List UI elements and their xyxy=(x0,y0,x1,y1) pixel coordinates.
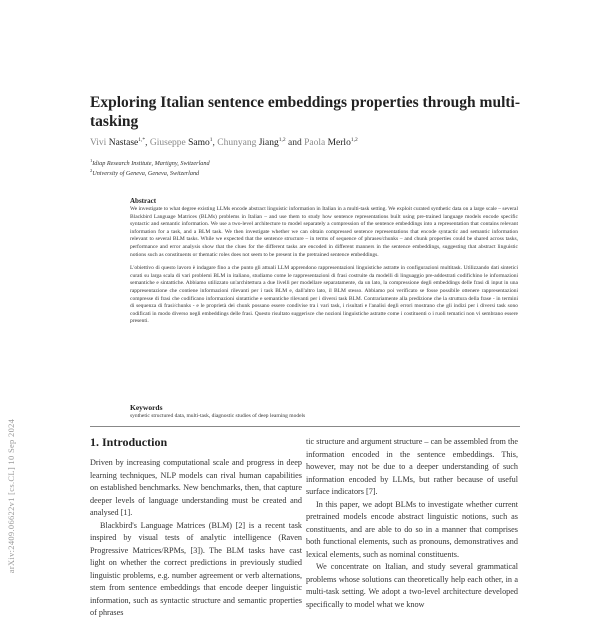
abstract-italian: L'obiettivo di questo lavoro è indagare fino a che punto gli attuali LLM apprendono rappresentazioni linguistiche astratte in configurazioni multitask. Utilizzando dati sintetici curati su larga scala di vari problemi BLM in italiano, studiamo come le rappresentazioni di frasi costruite da modelli di linguaggio pre-addestrati codifichino le informazioni semantiche e sintattiche. Abbiamo utilizzato un'architettura a due livelli per modellare separatamente, da un lato, la compressione degli embeddings delle frasi di input in una rappresentazione che contiene informazioni rilevanti per i task BLM e, dall'altro lato, il BLM stesso. Abbiamo poi verificato se fosse possibile ottenere rappresentazioni compresse di frasi che codificano informazioni sintattiche e semantiche rilevanti per i diversi task BLM. Contrariamente alla predizione che la struttura della frase - in termini di sequenza di frasi/chunks - e le proprietà dei chunk possano essere condivise tra i vari task, i risultati e l'analisi degli errori mostrano che gli indizi per i diversi task sono codificati in modo diverso negli embeddings delle frasi. Questo risultato suggerisce che nozioni linguistiche astratte come i costituenti o i ruoli tematici non vi sembrano essere presenti. xyxy=(130,265,518,325)
keywords-heading: Keywords xyxy=(130,403,163,412)
author-list xyxy=(90,137,520,148)
keywords-section xyxy=(130,403,518,419)
arxiv-sidebar-stamp xyxy=(4,392,18,600)
paper-title: Exploring Italian sentence embeddings properties through multi-tasking xyxy=(90,94,521,130)
author-separator: , xyxy=(145,138,150,149)
left-column xyxy=(90,435,302,620)
author: Vivi Nastase$^{1,*}$ xyxy=(90,137,146,149)
section-divider xyxy=(90,426,520,427)
affiliation: $^1$Idiap Research Institute, Martigny, Switzerland xyxy=(90,158,210,168)
keywords-text: synthetic structured data, multi-task, diagnostic studies of deep learning models xyxy=(130,413,306,419)
abstract-section xyxy=(130,197,518,326)
abstract-heading: Abstract xyxy=(130,197,157,205)
author: Chunyang Jiang$^{1,2}$ xyxy=(217,137,286,149)
affiliation: $^2$University of Geneva, Geneva, Switzerland xyxy=(90,168,200,178)
author-and: and xyxy=(285,138,305,149)
paragraph: tic structure and argument structure – can be assembled from the information encoded in the sentence embeddings. This, however, may not be due to a deeper understanding of such information encoded by LLMs, but rather because of useful surface indicators [7]. xyxy=(306,437,518,496)
right-column xyxy=(306,436,518,611)
abstract-english: We investigate to what degree existing LLMs encode abstract linguistic information in Italian in a multi-task setting. We exploit curated synthetic data on a large scale – several Blackbird Language Matrices (BLMs) problems in Italian – and use them to study how sentence representations built using pre-trained language models encode specific syntactic and semantic information. We use a two-level architecture to model separately a compression of the sentence embeddings into a representation that contains relevant information for a task, and a BLM task. We then investigate whether we can obtain compressed sentence representations that encode syntactic and semantic information relevant to several BLM tasks. While we expected that the sentence structure – in terms of sequence of phrases/chunks – and chunk properties could be shared across tasks, performance and error analysis show that the clues for the different tasks are encoded in different manners in the sentence embeddings, suggesting that abstract linguistic notions such as constituents or thematic roles does not seem to be present in the pretrained sentence embeddings. xyxy=(130,206,518,258)
paragraph: Blackbird's Language Matrices (BLM) [2] is a recent task inspired by visual tests of analytic intelligence (Raven Progressive Matrices/RPMs, [3]). The BLM tasks have cast light on whether the correct predictions in previously studied linguistic problems, e.g. number agreement or verb alternations, stem from sentence embeddings that encode deeper linguistic information, such as syntactic structure and semantic properties of phrases xyxy=(90,520,302,617)
author-separator: , xyxy=(212,138,218,149)
arxiv-id: arXiv:2409.06622v1 [cs.CL] 10 Sep 2024 xyxy=(6,418,16,574)
author: Giuseppe Samo$^1$ xyxy=(149,137,213,149)
section-heading: 1. Introduction xyxy=(90,435,168,449)
author: Paola Merlo$^{1,2}$ xyxy=(304,137,358,149)
paragraph: Driven by increasing computational scale and progress in deep learning techniques, NLP models can rival human capabilities on established benchmarks. New benchmarks, then, that capture deeper levels of language understanding must be created and analysed [1]. xyxy=(90,458,302,517)
paragraph: We concentrate on Italian, and study several grammatical problems whose solutions can theoretically help each other, in a multi-task setting. We adopt a two-level architecture developed specifically to model what we know xyxy=(306,562,518,609)
paragraph: In this paper, we adopt BLMs to investigate whether current pretrained models encode abstract linguistic notions, such as constituents, and are able to do so in a manner that comprises both functional elements, such as pronouns, demonstratives and lexical elements, such as nominal constituents. xyxy=(306,499,518,559)
